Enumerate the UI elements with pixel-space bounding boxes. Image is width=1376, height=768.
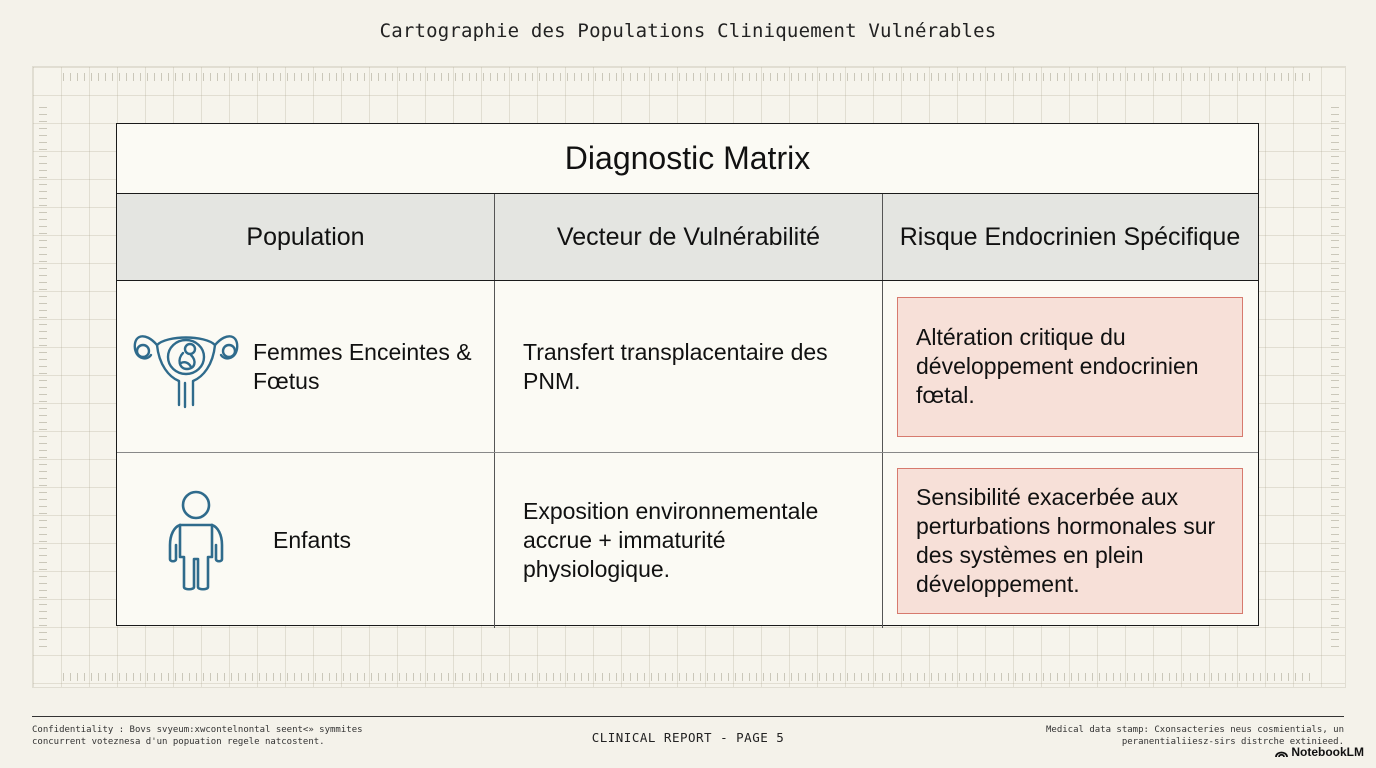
table-header-row: [117, 194, 1258, 281]
vector-cell: Transfert transplacentaire des PNM.: [495, 281, 883, 452]
risk-callout: Sensibilité exacerbée aux perturbations hormonales sur des systèmes en plein développement.: [897, 468, 1243, 614]
population-label: Femmes Enceintes & Fœtus: [253, 338, 472, 394]
population-cell: [117, 281, 495, 452]
child-icon: [131, 489, 261, 593]
ruler-bottom: [63, 673, 1315, 681]
matrix-title: Diagnostic Matrix: [117, 124, 1258, 194]
diagnostic-matrix-table: [116, 123, 1259, 626]
table-row: [117, 281, 1258, 453]
footer-page-label: CLINICAL REPORT - PAGE 5: [591, 730, 785, 745]
footer-data-stamp: Medical data stamp: Cxonsacteries neus cosmientials, un peranentialiiesz-sirs distrche extinieed.: [1045, 725, 1344, 747]
page-title: Cartographie des Populations Cliniquement Vulnérables: [379, 20, 997, 42]
brand-logo: [1275, 745, 1364, 759]
risk-callout: Altération critique du développement endocrinien fœtal.: [897, 297, 1243, 437]
header-risk: Risque Endocrinien Spécifique: [899, 222, 1241, 251]
table-row: [117, 453, 1258, 628]
footer-divider: [32, 716, 1344, 717]
ruler-top: [63, 73, 1315, 81]
vector-cell: Exposition environnementale accrue + immaturité physiologique.: [495, 453, 883, 628]
header-population: Population: [117, 194, 495, 280]
population-label: Enfants: [273, 527, 351, 553]
brand-name: NotebookLM: [1291, 745, 1364, 759]
population-cell: [117, 453, 495, 628]
risk-cell: [883, 281, 1257, 452]
risk-cell: [883, 453, 1257, 628]
ruler-left: [39, 107, 47, 647]
uterus-fetus-icon: [131, 325, 241, 409]
notebooklm-icon: [1275, 747, 1288, 758]
ruler-right: [1331, 107, 1339, 647]
header-vector: Vecteur de Vulnérabilité: [495, 194, 883, 280]
footer-confidentiality: Confidentiality : Bovs svyeum:xwcontelnontal seent<» symmites concurrent voteznesa d'un popuation regele natcostent.: [32, 725, 363, 747]
